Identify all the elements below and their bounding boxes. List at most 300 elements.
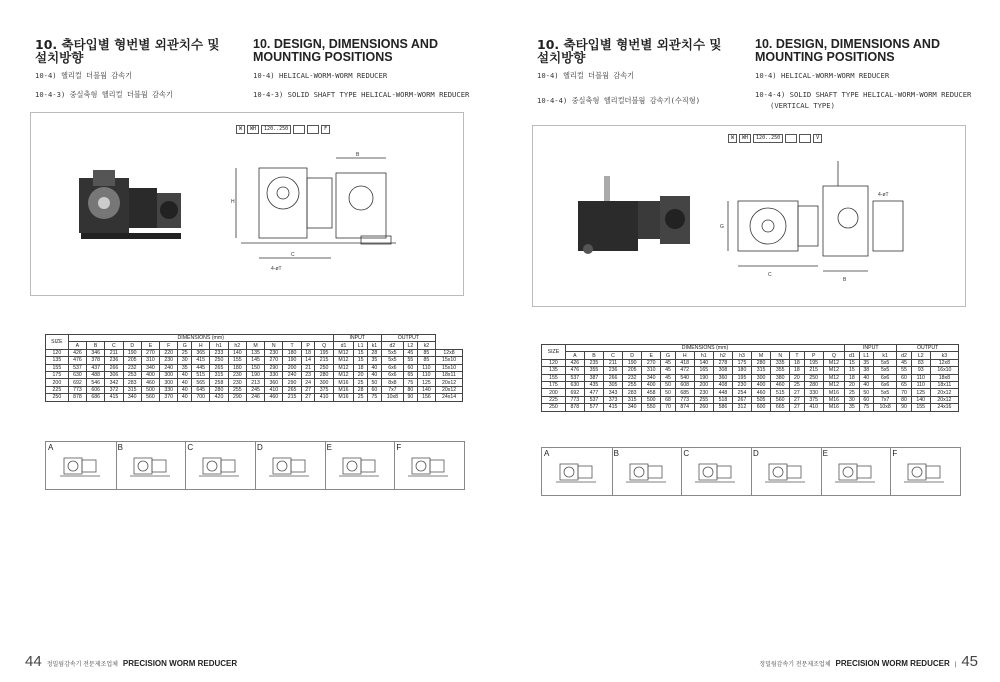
table-cell: 18 — [354, 364, 368, 371]
code-part: V — [813, 134, 822, 143]
left-sub2-kr: 10-4-3) 중실축형 헬리컬 더블웜 감속기 — [35, 90, 173, 99]
table-cell: 254 — [732, 389, 751, 396]
table-cell: M12 — [823, 381, 844, 388]
left-drawing-panel — [30, 112, 464, 296]
table-cell: 340 — [642, 374, 661, 381]
mounting-position-d — [255, 442, 326, 489]
table-cell: 460 — [265, 394, 283, 401]
table-cell: 45 — [661, 367, 675, 374]
table-cell: 380 — [771, 374, 790, 381]
table-cell: 27 — [301, 394, 315, 401]
left-sub1-kr: 10-4) 헬리컬 더블웜 감속기 — [35, 71, 133, 80]
svg-text:4-øT: 4-øT — [878, 192, 889, 198]
table-cell: 230 — [732, 381, 751, 388]
table-cell: 18 — [301, 349, 315, 356]
table-cell: 15x10 — [436, 364, 463, 371]
table-cell: 518 — [713, 396, 732, 403]
dimensions-header: DIMENSIONS (mm) — [68, 335, 333, 342]
table-cell: 80 — [897, 396, 911, 403]
output-header: OUTPUT — [897, 345, 959, 352]
table-cell: 50 — [661, 381, 675, 388]
column-header: G — [178, 342, 192, 349]
table-cell: 110 — [417, 364, 435, 371]
mounting-label: D — [257, 443, 263, 452]
table-cell: 265 — [283, 386, 301, 393]
table-cell: 342 — [105, 379, 123, 386]
table-cell: 400 — [642, 381, 661, 388]
table-cell: 773 — [565, 396, 584, 403]
table-cell: 80 — [404, 386, 418, 393]
mounting-label: F — [396, 443, 402, 452]
mounting-icon — [406, 450, 456, 482]
table-cell: 6x6 — [381, 371, 403, 378]
table-cell: 75 — [367, 394, 381, 401]
footer-divider: | — [954, 662, 957, 668]
column-header: Q — [315, 342, 333, 349]
mounting-position-b — [612, 448, 683, 495]
left-dimensions-table — [45, 334, 463, 402]
mounting-position-d — [751, 448, 822, 495]
table-cell: 40 — [178, 379, 192, 386]
table-cell: 20 — [845, 381, 859, 388]
table-cell: 28 — [354, 386, 368, 393]
table-cell: 50 — [859, 389, 873, 396]
right-mounting-positions — [541, 447, 961, 496]
column-header: H — [192, 342, 210, 349]
table-cell: 10x8 — [381, 394, 403, 401]
table-cell: 253 — [123, 371, 141, 378]
table-cell: 370 — [160, 394, 178, 401]
table-cell: 445 — [192, 364, 210, 371]
table-cell: 45 — [661, 374, 675, 381]
table-cell: 28 — [367, 349, 381, 356]
table-cell: 315 — [623, 396, 642, 403]
column-header: N — [265, 342, 283, 349]
left-dimension-drawing — [231, 148, 411, 278]
table-cell: M16 — [823, 396, 844, 403]
column-header: D — [623, 352, 642, 359]
table-cell: 240 — [283, 371, 301, 378]
column-header: h2 — [228, 342, 246, 349]
table-cell: 25 — [845, 389, 859, 396]
table-cell: 215 — [804, 367, 823, 374]
table-cell: 18 — [845, 374, 859, 381]
table-cell: 155 — [542, 374, 566, 381]
table-cell: M12 — [823, 367, 844, 374]
mounting-position-c — [681, 448, 752, 495]
table-cell: 537 — [68, 364, 86, 371]
table-cell: 410 — [315, 394, 333, 401]
table-cell: 135 — [246, 349, 264, 356]
table-cell: 537 — [584, 396, 603, 403]
table-row — [542, 389, 959, 396]
table-cell: 213 — [246, 379, 264, 386]
table-cell: 565 — [192, 379, 210, 386]
table-cell: 686 — [87, 394, 105, 401]
table-cell: 150 — [246, 364, 264, 371]
table-cell: 290 — [228, 394, 246, 401]
table-cell: 312 — [732, 404, 751, 411]
table-cell: 355 — [584, 367, 603, 374]
table-cell: 505 — [752, 396, 771, 403]
table-cell: 12x8 — [436, 349, 463, 356]
code-part — [799, 134, 811, 143]
table-cell: 283 — [123, 379, 141, 386]
code-part — [785, 134, 797, 143]
page-number: 44 — [25, 653, 42, 670]
table-cell: 60 — [367, 386, 381, 393]
table-cell: M12 — [823, 374, 844, 381]
column-header: d1 — [333, 342, 354, 349]
column-header: Q — [823, 352, 844, 359]
table-cell: 175 — [732, 359, 751, 366]
table-cell: 878 — [68, 394, 86, 401]
table-cell: 283 — [623, 389, 642, 396]
table-cell: 70 — [897, 389, 911, 396]
table-cell: 125 — [911, 389, 930, 396]
mounting-position-e — [821, 448, 892, 495]
table-cell: 537 — [565, 374, 584, 381]
table-cell: 25 — [354, 394, 368, 401]
mounting-label: C — [187, 443, 194, 452]
table-cell: 225 — [46, 386, 69, 393]
table-cell: 190 — [123, 349, 141, 356]
right-sub1-en: 10-4) HELICAL-WORM-WORM REDUCER — [755, 71, 890, 80]
table-cell: 280 — [315, 371, 333, 378]
column-header: d2 — [381, 342, 403, 349]
column-header: h2 — [713, 352, 732, 359]
column-header: M — [246, 342, 264, 349]
table-cell: 5x5 — [873, 359, 896, 366]
table-cell: 190 — [694, 374, 713, 381]
table-cell: 190 — [246, 371, 264, 378]
table-cell: 25 — [790, 381, 804, 388]
table-cell: 110 — [417, 371, 435, 378]
column-header: L1 — [859, 352, 873, 359]
mounting-label: A — [48, 443, 54, 452]
table-cell: 140 — [911, 396, 930, 403]
mounting-icon — [267, 450, 317, 482]
table-cell: 12x8 — [930, 359, 958, 366]
table-row — [46, 379, 463, 386]
table-cell: M16 — [823, 389, 844, 396]
table-cell: 200 — [694, 381, 713, 388]
table-row — [542, 367, 959, 374]
dimensions-header: DIMENSIONS (mm) — [565, 345, 844, 352]
table-cell: 250 — [315, 364, 333, 371]
column-header: B — [584, 352, 603, 359]
table-cell: 685 — [675, 389, 694, 396]
column-header: E — [642, 352, 661, 359]
column-header: k1 — [367, 342, 381, 349]
table-cell: 155 — [46, 364, 69, 371]
column-header: E — [141, 342, 159, 349]
right-sub1-kr: 10-4) 헬리컬 더블웜 감속기 — [537, 71, 635, 80]
table-cell: 225 — [542, 396, 566, 403]
mounting-position-a — [542, 448, 613, 495]
table-cell: 68 — [661, 396, 675, 403]
table-cell: 140 — [694, 359, 713, 366]
table-cell: 40 — [178, 394, 192, 401]
table-cell: 437 — [87, 364, 105, 371]
table-cell: M12 — [333, 357, 354, 364]
footer-en: PRECISION WORM REDUCER — [122, 659, 238, 668]
table-row — [542, 396, 959, 403]
table-cell: 560 — [771, 396, 790, 403]
table-cell: 426 — [68, 349, 86, 356]
table-cell: 250 — [210, 357, 228, 364]
column-header: B — [87, 342, 105, 349]
table-cell: 343 — [604, 389, 623, 396]
column-header: D — [123, 342, 141, 349]
table-cell: 180 — [228, 364, 246, 371]
column-header: P — [804, 352, 823, 359]
table-cell: 21 — [301, 364, 315, 371]
code-part: WH — [739, 134, 751, 143]
table-cell: 75 — [859, 404, 873, 411]
table-cell: 515 — [192, 371, 210, 378]
table-cell: 155 — [911, 404, 930, 411]
footer-kr: 정밀웜감속기 전문제조업체 — [46, 662, 118, 668]
table-cell: 387 — [584, 374, 603, 381]
table-cell: 25 — [178, 349, 192, 356]
table-cell: 692 — [565, 389, 584, 396]
table-cell: 15 — [354, 349, 368, 356]
mounting-icon — [197, 450, 247, 482]
right-sub2-en: 10-4-4) SOLID SHAFT TYPE HELICAL-WORM-WORM REDUCER — [755, 90, 972, 99]
table-cell: 258 — [210, 379, 228, 386]
table-cell: 85 — [417, 349, 435, 356]
table-cell: 205 — [623, 367, 642, 374]
table-cell: 24x14 — [436, 394, 463, 401]
table-cell: 410 — [265, 386, 283, 393]
code-part: W — [728, 134, 737, 143]
svg-text:C: C — [291, 252, 295, 258]
table-cell: 5x5 — [873, 389, 896, 396]
mounting-icon — [624, 456, 674, 488]
table-cell: 458 — [642, 389, 661, 396]
table-cell: 232 — [123, 364, 141, 371]
table-cell: 120 — [46, 349, 69, 356]
mounting-label: E — [822, 449, 828, 458]
table-cell: 270 — [141, 349, 159, 356]
table-cell: 14 — [301, 357, 315, 364]
table-cell: 586 — [713, 404, 732, 411]
table-cell: M12 — [823, 359, 844, 366]
table-cell: 24 — [301, 379, 315, 386]
left-mounting-positions — [45, 441, 465, 490]
table-cell: 874 — [675, 404, 694, 411]
table-cell: 372 — [105, 386, 123, 393]
table-cell: 15 — [354, 357, 368, 364]
left-sub2-en: 10-4-3) SOLID SHAFT TYPE HELICAL-WORM-WORM REDUCER — [253, 90, 470, 99]
table-cell: 40 — [859, 374, 873, 381]
right-heading-en: 10. DESIGN, DIMENSIONS AND MOUNTING POSITIONS — [755, 37, 940, 64]
column-header: L2 — [911, 352, 930, 359]
table-cell: 418 — [675, 359, 694, 366]
mounting-icon — [763, 456, 813, 488]
table-row — [46, 371, 463, 378]
table-cell: 50 — [367, 379, 381, 386]
size-header: SIZE — [46, 335, 69, 350]
table-cell: 55 — [897, 367, 911, 374]
table-cell: 232 — [623, 374, 642, 381]
table-cell: 546 — [87, 379, 105, 386]
table-cell: 315 — [752, 367, 771, 374]
table-cell: 60 — [897, 374, 911, 381]
left-heading-kr: 10. 축타입별 형번별 외관치수 및 설치방향 — [35, 37, 220, 65]
table-cell: 476 — [68, 357, 86, 364]
column-header: G — [661, 352, 675, 359]
table-cell: 40 — [178, 371, 192, 378]
table-cell: 330 — [804, 389, 823, 396]
column-header: H — [675, 352, 694, 359]
table-cell: 330 — [265, 371, 283, 378]
table-cell: 35 — [845, 404, 859, 411]
table-cell: 5x5 — [381, 357, 403, 364]
vertical-reducer-photo — [568, 171, 708, 261]
mounting-label: E — [326, 443, 332, 452]
table-cell: 245 — [246, 386, 264, 393]
table-cell: 300 — [752, 374, 771, 381]
table-cell: 6x6 — [873, 381, 896, 388]
code-part — [293, 125, 305, 134]
table-cell: 5x5 — [381, 349, 403, 356]
table-cell: 236 — [105, 357, 123, 364]
table-cell: 230 — [228, 371, 246, 378]
table-cell: 211 — [105, 349, 123, 356]
table-cell: 195 — [732, 374, 751, 381]
column-header: k3 — [930, 352, 958, 359]
table-cell: 20 — [354, 371, 368, 378]
mounting-position-f — [890, 448, 960, 495]
table-cell: 265 — [210, 364, 228, 371]
column-header: A — [68, 342, 86, 349]
svg-text:H: H — [231, 199, 235, 205]
table-cell: 20x12 — [930, 389, 958, 396]
table-cell: 85 — [417, 357, 435, 364]
column-header: h3 — [732, 352, 751, 359]
table-cell: 125 — [417, 379, 435, 386]
svg-text:4-øT: 4-øT — [271, 266, 282, 272]
table-row — [46, 386, 463, 393]
table-cell: 140 — [417, 386, 435, 393]
table-cell: 195 — [804, 359, 823, 366]
table-cell: 18x11 — [930, 381, 958, 388]
table-cell: 40 — [367, 371, 381, 378]
mounting-icon — [833, 456, 883, 488]
table-cell: 335 — [771, 359, 790, 366]
right-dimension-drawing — [718, 156, 918, 291]
table-cell: 550 — [642, 404, 661, 411]
table-cell: 40 — [178, 386, 192, 393]
table-cell: 45 — [661, 359, 675, 366]
mounting-position-c — [185, 442, 256, 489]
column-header: A — [565, 352, 584, 359]
table-cell: 600 — [752, 404, 771, 411]
column-header: k2 — [417, 342, 435, 349]
table-cell: 20 — [790, 374, 804, 381]
table-cell: 355 — [771, 367, 790, 374]
table-cell: 200 — [542, 389, 566, 396]
table-cell: 300 — [160, 379, 178, 386]
table-cell: M16 — [333, 379, 354, 386]
svg-text:B: B — [843, 277, 847, 283]
table-cell: 135 — [542, 367, 566, 374]
table-cell: 500 — [141, 386, 159, 393]
right-sub2-kr: 10-4-4) 중실축형 헬리컬더블웜 감속기(수직형) — [537, 96, 701, 105]
table-cell: 606 — [87, 386, 105, 393]
table-cell: 476 — [565, 367, 584, 374]
table-cell: 460 — [771, 381, 790, 388]
table-cell: 15 — [845, 359, 859, 366]
table-cell: 145 — [246, 357, 264, 364]
table-cell: 305 — [604, 381, 623, 388]
table-cell: 773 — [675, 396, 694, 403]
table-cell: 8x8 — [381, 379, 403, 386]
column-header: k1 — [873, 352, 896, 359]
table-cell: 477 — [584, 389, 603, 396]
table-cell: 27 — [790, 389, 804, 396]
table-cell: 6x6 — [873, 374, 896, 381]
table-cell: 255 — [694, 396, 713, 403]
table-cell: 55 — [404, 357, 418, 364]
table-cell: 700 — [192, 394, 210, 401]
table-cell: 40 — [859, 381, 873, 388]
table-cell: 35 — [859, 359, 873, 366]
table-cell: 577 — [584, 404, 603, 411]
table-cell: 215 — [283, 394, 301, 401]
mounting-label: D — [753, 449, 759, 458]
footer-en: PRECISION WORM REDUCER — [835, 659, 950, 668]
table-cell: 280 — [804, 381, 823, 388]
table-cell: 346 — [87, 349, 105, 356]
table-cell: 250 — [46, 394, 69, 401]
table-cell: 230 — [694, 389, 713, 396]
table-cell: 90 — [897, 404, 911, 411]
mounting-position-e — [325, 442, 396, 489]
mounting-icon — [128, 450, 178, 482]
table-cell: 290 — [283, 379, 301, 386]
table-cell: 415 — [105, 394, 123, 401]
table-cell: 120 — [542, 359, 566, 366]
table-cell: 540 — [675, 374, 694, 381]
table-row — [542, 374, 959, 381]
table-cell: 27 — [790, 404, 804, 411]
table-cell: 240 — [160, 364, 178, 371]
table-cell: 266 — [105, 364, 123, 371]
mounting-label: B — [117, 443, 123, 452]
table-cell: M12 — [333, 364, 354, 371]
table-cell: 630 — [68, 371, 86, 378]
table-cell: 18 — [790, 359, 804, 366]
table-cell: 211 — [604, 359, 623, 366]
table-cell: M16 — [823, 404, 844, 411]
table-cell: 360 — [713, 374, 732, 381]
table-cell: 315 — [210, 371, 228, 378]
table-cell: 35 — [178, 364, 192, 371]
table-cell: M12 — [333, 371, 354, 378]
right-drawing-panel — [532, 125, 966, 307]
column-header: T — [790, 352, 804, 359]
table-cell: 35 — [367, 357, 381, 364]
table-row — [542, 359, 959, 366]
page-number: 45 — [961, 653, 978, 670]
table-cell: 50 — [661, 389, 675, 396]
table-cell: 18x8 — [930, 374, 958, 381]
table-cell: 260 — [694, 404, 713, 411]
table-cell: 7x7 — [873, 396, 896, 403]
